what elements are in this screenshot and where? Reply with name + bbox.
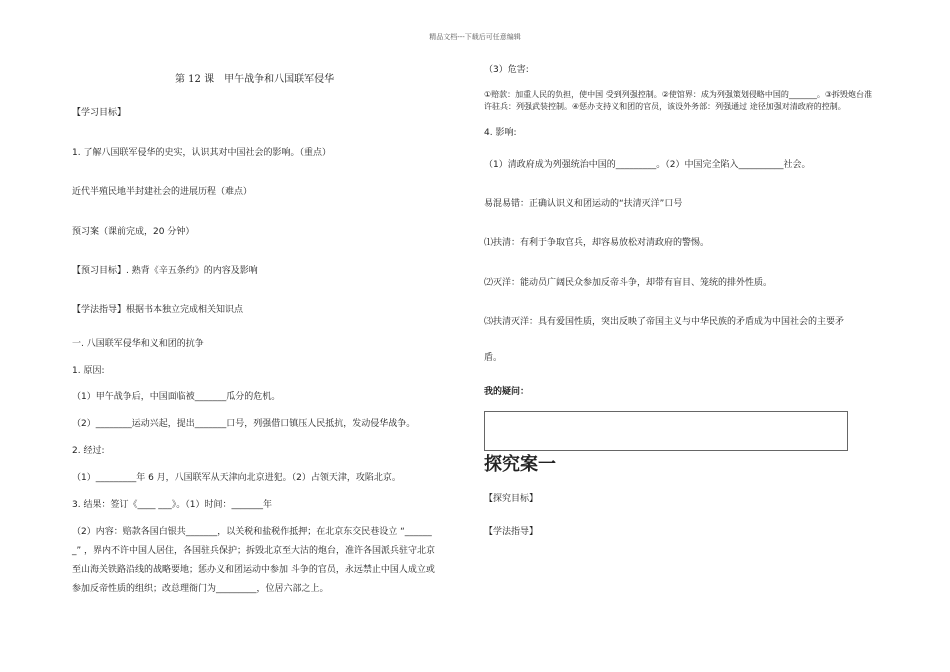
influence-1: （1）清政府成为列强统治中国的_________。（2）中国完全陷入__________社会。 — [484, 160, 811, 170]
result: 3. 结果：签订《____ ___》。（1）时间：_______年 — [72, 500, 273, 510]
content-line-3: 至山海关铁路沿线的战略要地；惩办义和团运动中参加 斗争的官员，永远禁止中国人成立或 — [72, 565, 435, 575]
inquiry-guide: 【学法指导】 — [484, 527, 539, 537]
preview-heading: 预习案（课前完成，20 分钟） — [72, 227, 195, 237]
inquiry-goal: 【探究目标】 — [484, 494, 539, 504]
fu-qing-mie-yang-note-end: 盾。 — [484, 353, 503, 363]
mie-yang-note: ⑵灭洋：能动员广阔民众参加反帝斗争，却带有盲目、笼统的排外性质。 — [484, 278, 773, 288]
cause-1: （1）甲午战争后，中国面临被_______瓜分的危机。 — [72, 392, 281, 402]
process-label: 2. 经过: — [72, 446, 105, 456]
study-guide: 【学法指导】根据书本独立完成相关知识点 — [72, 305, 244, 315]
fu-qing-note: ⑴扶清：有利于争取官兵，却容易放松对清政府的警惕。 — [484, 238, 710, 248]
question-box[interactable] — [484, 411, 848, 451]
harm-detail: ①赔款：加重人民的负担，使中国 受到列强控制。②使馆界：成为列强策划侵略中国的_______。③拆毁炮台准许驻兵：列强武装控制。④惩办支持义和团的官员，该设外务部：列强通过 途径加强对清政府的控制。 — [484, 90, 873, 111]
content-line-2: _” ，界内不许中国人居住，各国驻兵保护；拆毁北京至大沽的炮台，准许各国派兵驻守北京 — [72, 546, 436, 556]
content-line-1: （2）内容：赔款各国白银共_______，以关税和盐税作抵押；在北京东交民巷设立 “______ — [72, 527, 432, 537]
question-label: 我的疑问： — [484, 387, 530, 397]
process-1: （1）_________年 6 月，八国联军从天津向北京进犯。（2）占领天津，攻陷北京。 — [72, 473, 401, 483]
preview-goal: 【预习目标】. 熟背《辛五条约》的内容及影响 — [72, 266, 258, 276]
content-line-4: 参加反帝性质的组织；改总理衙门为_________，位居六部之上。 — [72, 584, 329, 594]
goal-1: 1. 了解八国联军侵华的史实，认识其对中国社会的影响。（重点） — [72, 148, 331, 158]
section-heading: 一. 八国联军侵华和义和团的抗争 — [72, 339, 204, 349]
page-header: 精品文档---下载后可任意编辑 — [429, 33, 521, 41]
harm-label: （3）危害: — [484, 65, 529, 75]
goal-heading: 【学习目标】 — [72, 108, 127, 118]
lesson-title: 第 12 课 甲午战争和八国联军侵华 — [175, 74, 335, 85]
cause-label: 1. 原因: — [72, 366, 105, 376]
cause-2: （2）________运动兴起，提出_______口号，列强借口镇压人民抵抗，发动侵华战争。 — [72, 419, 416, 429]
inquiry-title: 探究案一 — [484, 454, 556, 475]
fu-qing-mie-yang-note: ⑶扶清灭洋：具有爱国性质，突出反映了帝国主义与中华民族的矛盾成为中国社会的主要矛 — [484, 317, 845, 327]
confusion-heading: 易混易错：正确认识义和团运动的“扶清灭洋”口号 — [484, 199, 683, 209]
goal-2: 近代半殖民地半封建社会的进展历程（难点） — [72, 187, 253, 197]
influence-label: 4. 影响: — [484, 128, 517, 138]
